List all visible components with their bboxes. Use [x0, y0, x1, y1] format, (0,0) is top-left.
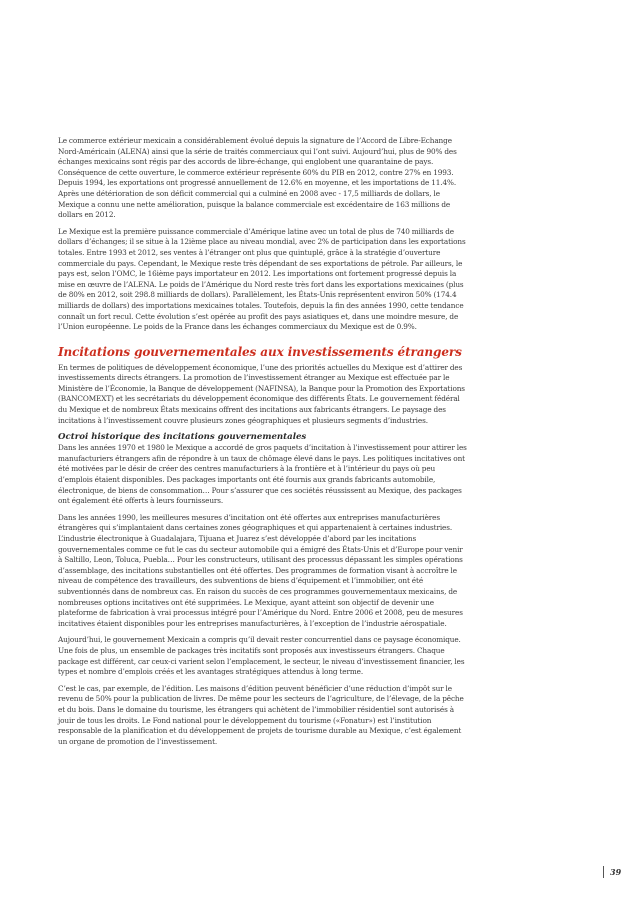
page-number: 39 — [603, 866, 621, 878]
intro-paragraph-2: Le Mexique est la première puissance commerciale d’Amérique latine avec un total de plus de 740 milliards de dollars d’échanges; il se situe à la 12ième place au niveau mondial, avec 2% de participation dans les exportations totales. Entre 1993 et 2012, ses ventes à l’étranger ont plus que quintuplé, grâce à la stratégie d’ouverture commerciale du pays. Cependant, le Mexique reste très dépendant de ses exportations de pétrole. Par ailleurs, le pays est, selon l’OMC, le 16ième pays importateur en 2012. Les importations ont fortement progressé depuis la mise en œuvre de l’ALENA. Le poids de l’Amérique du Nord reste très fort dans les exportations mexicaines (plus de 80% en 2012, soit 298.8 milliards de dollars). Parallèlement, les États-Unis représentent environ 50% (174.4 milliards de dollars) des importations mexicaines totales. Toutefois, depuis la fin des années 1990, cette tendance connaît un fort recul. Cette évolution s’est opérée au profit des pays asiatiques et, dans une moindre mesure, de l’Union européenne. Le poids de la France dans les échanges commerciaux du Mexique est de 0.9%. — [58, 226, 466, 332]
subsection-heading: Octroi historique des incitations gouvernementales — [58, 432, 307, 443]
section-heading: Incitations gouvernementales aux investissements étrangers — [58, 344, 462, 359]
section-intro-paragraph: En termes de politiques de développement économique, l’une des priorités actuelles du Mexique est d’attirer des investissements directs étrangers. La promotion de l’investissement étranger au Mexique est effectuée par le Ministère de l’Économie, la Banque de développement (NAFINSA), la Banque pour la Promotion des Exportations (BANCOMEXT) et les secrétariats du développement économique des différents États. Le gouvernement fédéral du Mexique et de nombreux États mexicains offrent des incitations aux fabricants étrangers. Le paysage des incitations à l’investissement couvre plusieurs zones géographiques et plusieurs segments d’industries. — [58, 362, 465, 425]
main-content — [58, 136, 467, 753]
subsection-paragraph-3: Aujourd’hui, le gouvernement Mexicain a compris qu’il devait rester concurrentiel dans ce paysage économique. Une fois de plus, un ensemble de packages très incitatifs sont proposés aux investisseurs étrangers. Chaque package est différent, car ceux-ci varient selon l’emplacement, le secteur, le niveau d’investissement financier, les types et nombre d’emplois créés et les avantages stratégiques attendus à long terme. — [58, 635, 465, 677]
subsection-paragraph-4: C’est le cas, par exemple, de l’édition. Les maisons d’édition peuvent bénéficier d’une réduction d’impôt sur le revenu de 50% pour la publication de livres. De même pour les secteurs de l’agriculture, de l’élevage, de la pêche et du bois. Dans le domaine du tourisme, les étrangers qui achètent de l’immobilier résidentiel sont autorisés à jouir de tous les droits. Le Fond national pour le développement du tourisme («Fonatur») est l’institution responsable de la planification et du développement de projets de tourisme durable au Mexique, c’est également un organe de promotion de l’investissement. — [58, 683, 464, 746]
subsection-paragraph-2: Dans les années 1990, les meilleures mesures d’incitation ont été offertes aux entreprises manufacturières étrangères qui s’implantaient dans certaines zones géographiques et qui appartenaient à certaines industries. L’industrie électronique à Guadalajara, Tijuana et Juarez s’est développée d’abord par les incitations gouvernementales comme ce fut le cas du secteur automobile qui a émigré des États-Unis et d’Europe pour venir à Saltillo, Leon, Toluca, Puebla… Pour les constructeurs, utilisant des processus dépassant les simples opérations d’assemblage, des incitations substantielles ont été offertes. Des programmes de formation visant à accroître le niveau de compétence des travailleurs, des subventions de biens d’équipement et l’immobilier, ont été subventionnés dans de nombreux cas. En raison du succès de ces programmes gouvernementaux mexicains, de nombreuses options incitatives ont été supprimées. Le Mexique, ayant atteint son objectif de devenir une plateforme de fabrication à vrai processus intégré pour l’Amérique du Nord. Entre 2006 et 2008, peu de mesures incitatives étaient disponibles pour les entreprises manufacturières, à l’exception de l’industrie aérospatiale. — [58, 512, 463, 628]
subsection-paragraph-1: Dans les années 1970 et 1980 le Mexique a accordé de gros paquets d’incitation à l’investissement pour attirer les manufacturiers étrangers afin de répondre à un taux de chômage élevé dans le pays. Les politiques incitatives ont été motivées par le désir de créer des centres manufacturiers à la frontière et à l’intérieur du pays où peu d’emplois étaient disponibles. Des packages importants ont été fournis aux grands fabricants automobile, électronique, de biens de consommation… Pour s’assurer que ces sociétés réussissent au Mexique, des packages ont également été offerts à leurs fournisseurs. — [58, 443, 467, 506]
intro-paragraph-1: Le commerce extérieur mexicain a considérablement évolué depuis la signature de l’Accord de Libre-Echange Nord-Américain (ALENA) ainsi que la série de traités commerciaux qui l’ont suivi. Aujourd’hui, plus de 90% des échanges mexicains sont régis par des accords de libre-échange, qui englobent une quarantaine de pays. Conséquence de cette ouverture, le commerce extérieur représente 60% du PIB en 2012, contre 27% en 1993. Depuis 1994, les exportations ont progressé annuellement de 12.6% en moyenne, et les importations de 11.4%. Après une détérioration de son déficit commercial qui a culminé en 2008 avec - 17,5 milliards de dollars, le Mexique a connu une nette amélioration, puisque la balance commerciale est excédentaire de 163 millions de dollars en 2012. — [58, 136, 457, 220]
